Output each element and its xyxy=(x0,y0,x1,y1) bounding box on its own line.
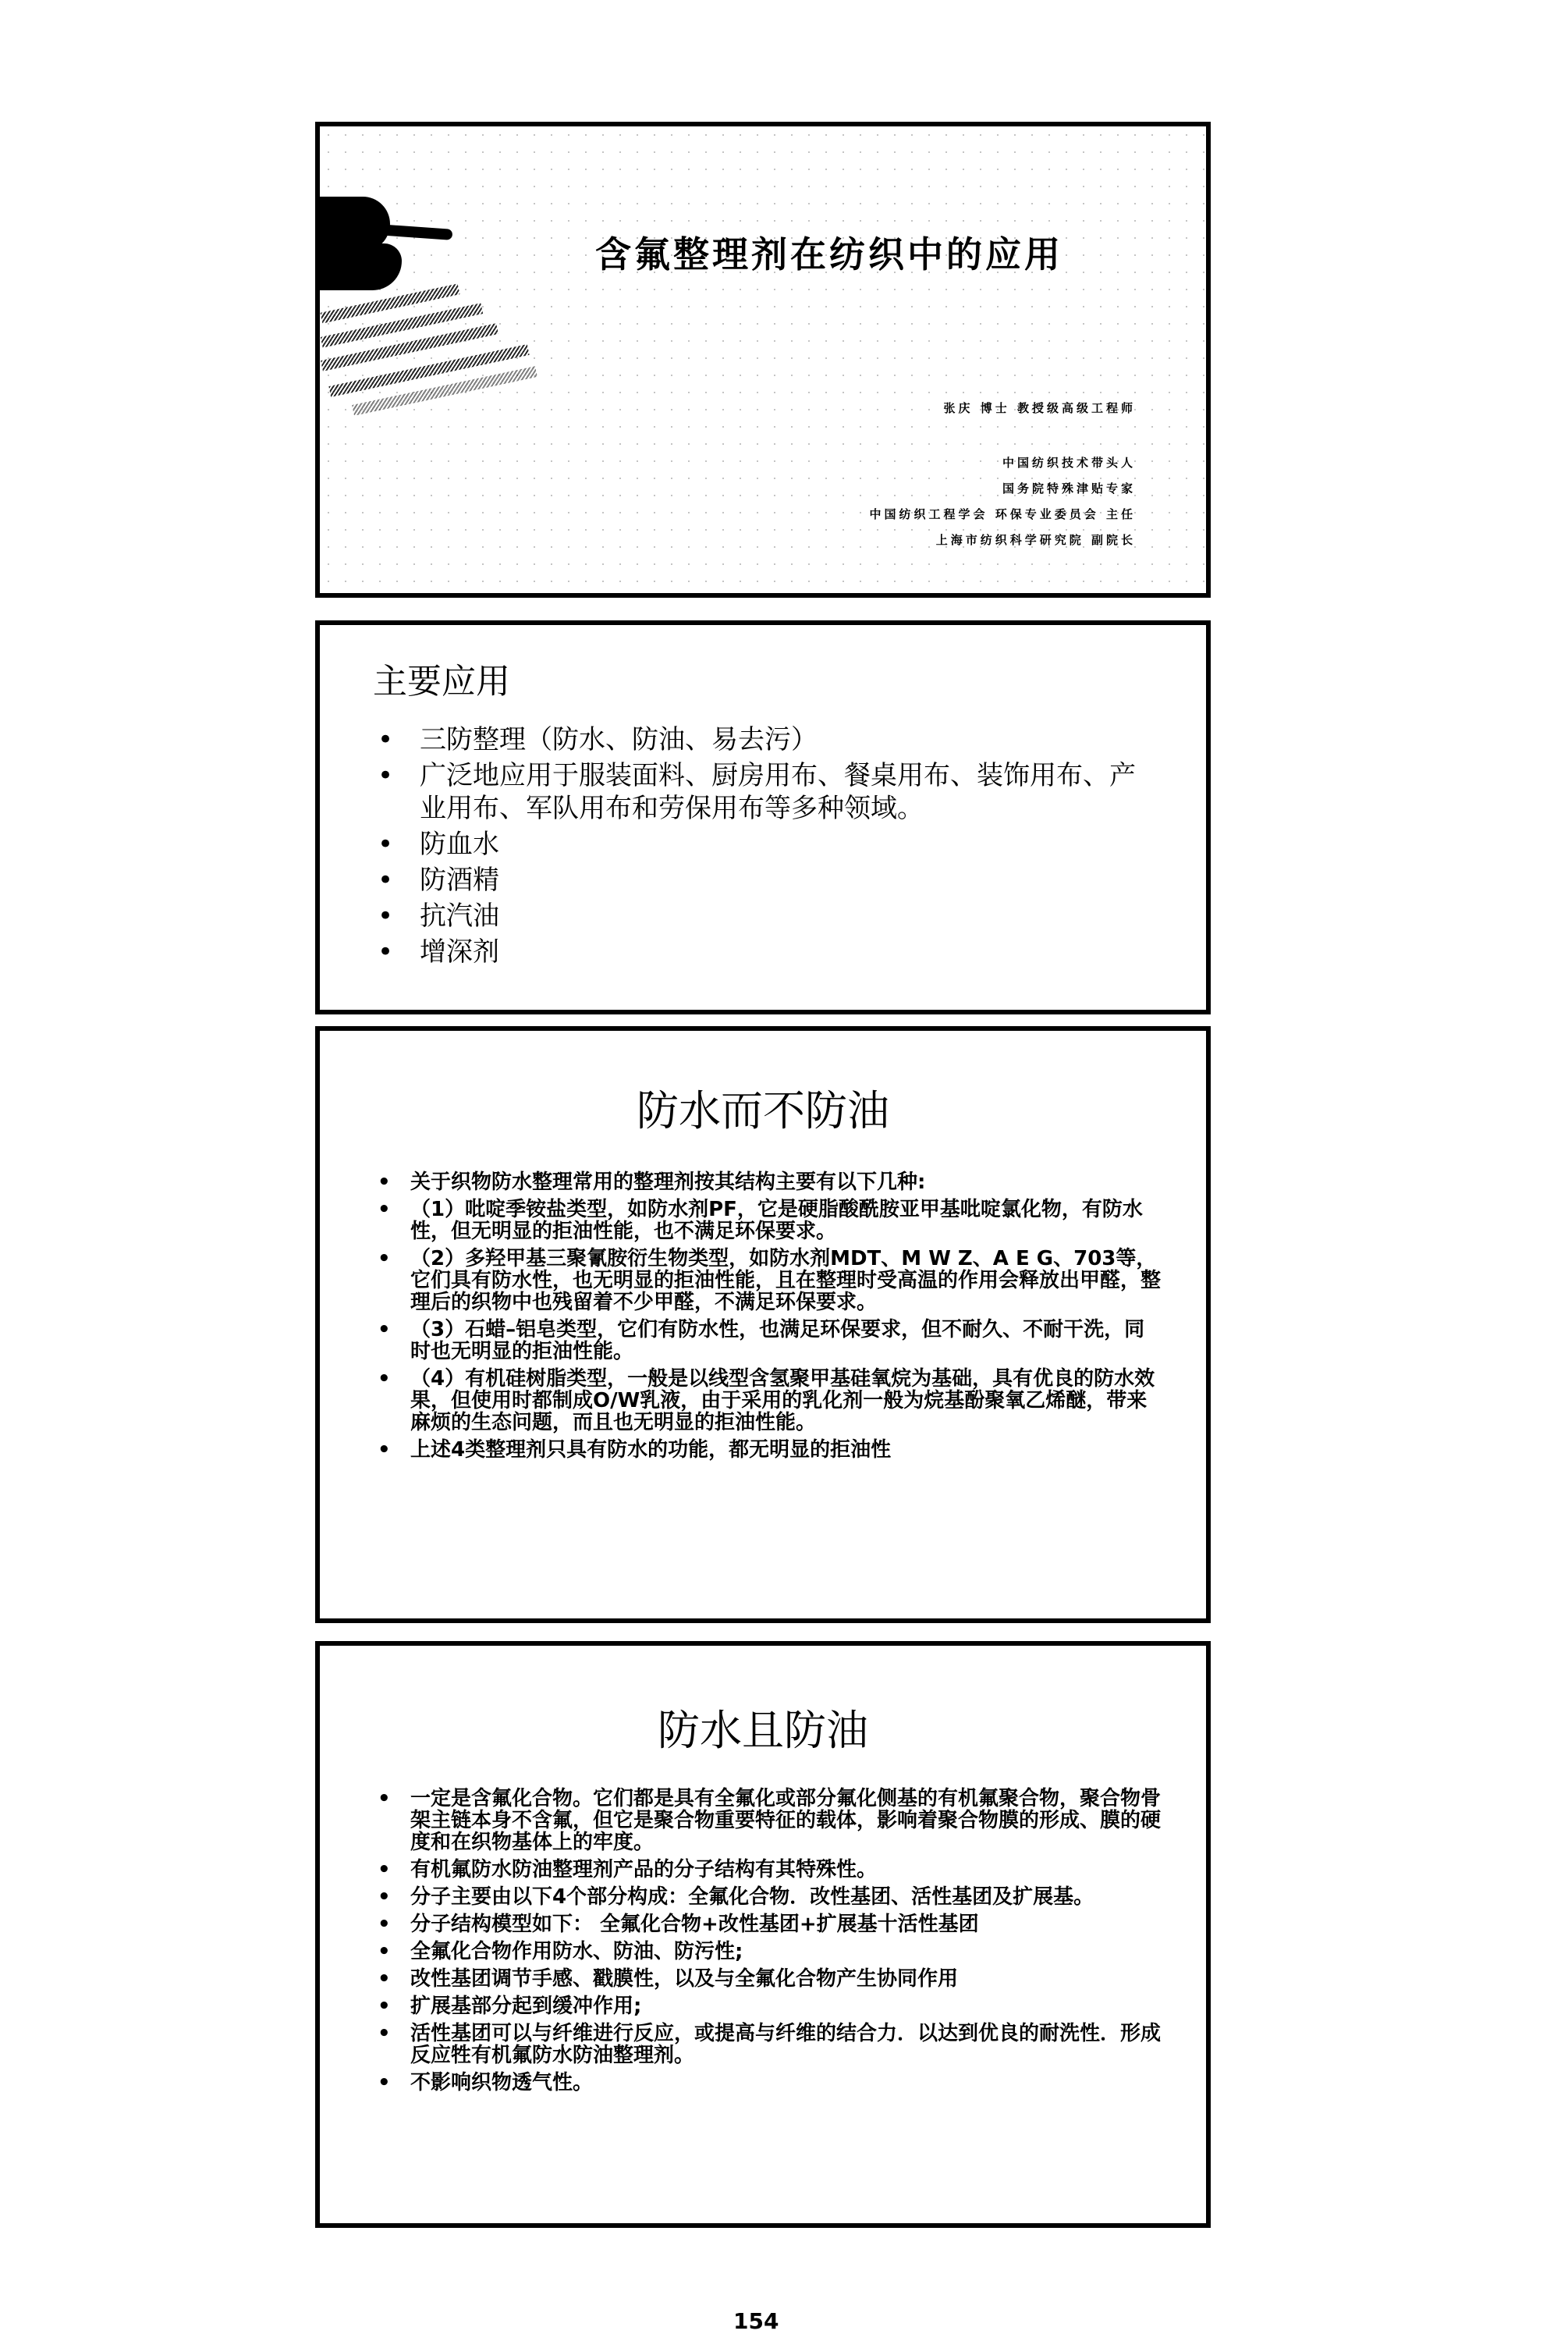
bullet-item: • 抗汽油 xyxy=(373,900,1137,933)
presentation-title: 含氟整理剂在纺织中的应用 xyxy=(595,233,1063,275)
bullet-item: • 分子主要由以下4个部分构成：全氟化合物．改性基团、活性基团及扩展基。 xyxy=(373,1886,1161,1908)
bullet-item: • 活性基团可以与纤维进行反应，或提高与纤维的结合力．以达到优良的耐洗性．形成反应牲有机氟防水防油整理剂。 xyxy=(373,2023,1161,2066)
bullet-item: • 三防整理（防水、防油、易去污） xyxy=(373,723,1137,756)
author-line: 中国纺织工程学会 环保专业委员会 主任 xyxy=(869,507,1136,521)
bullet-item: • （1）吡啶季铵盐类型，如防水剂PF，它是硬脂酸酰胺亚甲基吡啶氯化物，有防水性，但无明显的拒油性能，也不满足环保要求。 xyxy=(373,1199,1161,1242)
slide-title xyxy=(315,122,1211,598)
bullet-item: • 分子结构模型如下： 全氟化合物+改性基团+扩展基十活性基团 xyxy=(373,1913,1161,1935)
bullet-item: • 关于织物防水整理常用的整理剂按其结构主要有以下几种: xyxy=(373,1171,1161,1193)
slide-heading: 防水且防油 xyxy=(658,1706,868,1755)
bullet-item: • 防酒精 xyxy=(373,864,1137,897)
bullet-item: • 防血水 xyxy=(373,828,1137,861)
author-line: 国务院特殊津贴专家 xyxy=(1002,481,1136,496)
bullet-item: • 改性基团调节手感、戳膜性，以及与全氟化合物产生协同作用 xyxy=(373,1968,1161,1990)
bullet-list xyxy=(373,1788,1161,2099)
author-line: 上海市纺织科学研究院 副院长 xyxy=(935,533,1136,547)
bullet-item: • 不影响织物透气性。 xyxy=(373,2072,1161,2094)
pen-image xyxy=(320,181,577,415)
bullet-item: • 扩展基部分起到缓冲作用; xyxy=(373,1995,1161,2017)
bullet-item: • 广泛地应用于服装面料、厨房用布、餐桌用布、装饰用布、产业用布、军队用布和劳保用布等多种领域。 xyxy=(373,759,1137,825)
bullet-item: • 上述4类整理剂只具有防水的功能，都无明显的拒油性 xyxy=(373,1439,1161,1461)
bullet-item: • 有机氟防水防油整理剂产品的分子结构有其特殊性。 xyxy=(373,1859,1161,1881)
bullet-item: • （4）有机硅树脂类型，一般是以线型含氢聚甲基硅氧烷为基础，具有优良的防水效果，但使用时都制成O/W乳液，由于采用的乳化剂一般为烷基酚聚氧乙烯醚，带来麻烦的生态问题，而且也无明显的拒油性能。 xyxy=(373,1368,1161,1433)
bullet-list xyxy=(373,1171,1161,1466)
author-line: 中国纺织技术带头人 xyxy=(1002,456,1136,470)
bullet-item: • （2）多羟甲基三聚氰胺衍生物类型，如防水剂MDT、M W Z、A E G、703等，它们具有防水性，也无明显的拒油性能，且在整理时受高温的作用会释放出甲醛，整理后的织物中也残留着不少甲醛，不满足环保要求。 xyxy=(373,1248,1161,1313)
bullet-item: • 增深剂 xyxy=(373,936,1137,968)
slide-heading: 主要应用 xyxy=(373,662,510,702)
bullet-list xyxy=(373,723,1137,972)
slide-waterproof-not-oilproof xyxy=(315,1026,1211,1623)
slide-heading: 防水而不防油 xyxy=(637,1086,889,1135)
slide-main-applications xyxy=(315,620,1211,1014)
bullet-item: • 一定是含氟化合物。它们都是具有全氟化或部分氟化侧基的有机氟聚合物，聚合物骨架主链本身不含氟，但它是聚合物重要特征的载体，影响着聚合物膜的形成、膜的硬度和在织物基体上的牢度。 xyxy=(373,1788,1161,1853)
page-number: 154 xyxy=(733,2308,779,2334)
bullet-item: • 全氟化合物作用防水、防油、防污性; xyxy=(373,1941,1161,1963)
bullet-item: • （3）石蜡–铝皂类型，它们有防水性，也满足环保要求，但不耐久、不耐干洗，同时也无明显的拒油性能。 xyxy=(373,1319,1161,1362)
author-line: 张庆 博士 教授级高级工程师 xyxy=(943,401,1136,415)
slide-waterproof-and-oilproof xyxy=(315,1641,1211,2228)
